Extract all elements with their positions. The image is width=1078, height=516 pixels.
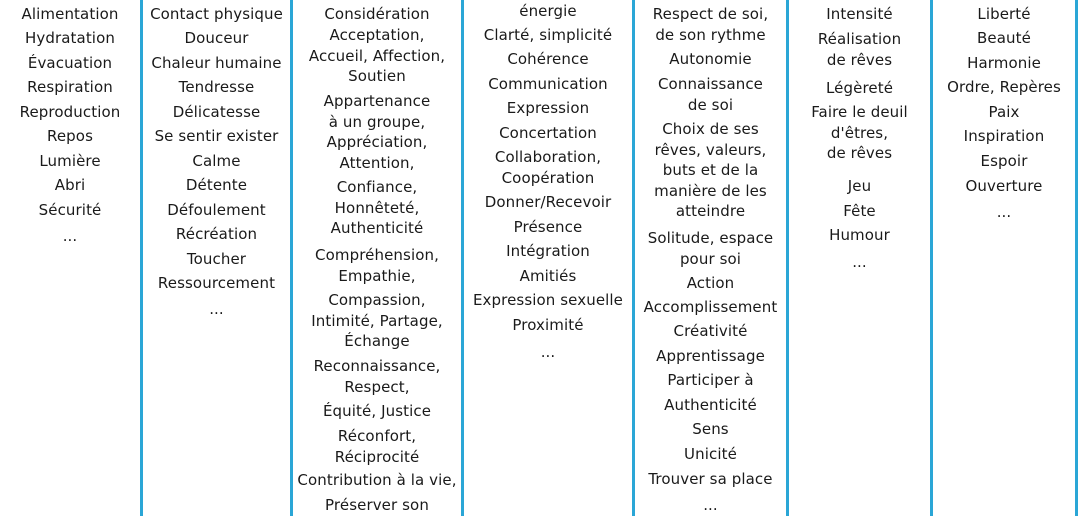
column-2	[143, 0, 290, 516]
need-item-line: Hydratation	[25, 29, 115, 47]
need-item-line: Abri	[54, 176, 86, 194]
need-item-line: Espoir	[980, 152, 1028, 170]
need-item-line: Présence	[513, 218, 583, 236]
need-item	[635, 119, 786, 222]
need-item	[464, 123, 632, 144]
need-item	[464, 1, 632, 22]
need-item-line: ...	[540, 343, 556, 361]
need-item	[293, 426, 461, 467]
need-item-line: de soi	[687, 95, 734, 114]
need-item	[143, 175, 290, 196]
need-item-line: Réconfort,	[337, 427, 417, 445]
need-item	[143, 53, 290, 74]
need-item-line: Expression sexuelle	[472, 291, 624, 309]
need-item-line: Accomplissement	[643, 298, 778, 316]
need-item-line: Intimité, Partage,	[311, 311, 443, 330]
need-item	[933, 126, 1075, 147]
need-item	[464, 266, 632, 287]
need-item-line: Échange	[344, 332, 410, 350]
column-6	[789, 0, 930, 516]
need-item-line: à un groupe,	[328, 112, 426, 131]
need-item-line: Jeu	[847, 177, 872, 195]
need-item-line: Fête	[843, 202, 876, 220]
column-7	[933, 0, 1075, 516]
need-item	[143, 77, 290, 98]
need-item-line: Cohérence	[507, 50, 589, 68]
need-item-line: Contribution à la vie,	[297, 471, 457, 489]
need-item-line: Toucher	[186, 250, 247, 268]
need-item-line: Reconnaissance,	[313, 357, 441, 375]
need-item-line: ...	[852, 253, 867, 271]
need-item	[635, 370, 786, 391]
need-item	[143, 4, 290, 25]
need-item-line: Chaleur humaine	[151, 54, 282, 72]
need-item	[143, 299, 290, 320]
need-item	[0, 126, 140, 147]
column-4	[464, 0, 632, 516]
need-item	[789, 252, 930, 273]
need-item-line: Respect de soi,	[652, 5, 769, 23]
need-item	[293, 495, 461, 516]
need-item	[933, 28, 1075, 49]
need-item-line: d'êtres,	[830, 123, 889, 142]
need-item-line: Ouverture	[965, 177, 1043, 195]
need-item	[293, 4, 461, 25]
need-item	[293, 290, 461, 352]
need-item-line: de rêves	[826, 144, 893, 162]
need-item-line: Choix de ses	[662, 120, 759, 138]
need-item	[143, 249, 290, 270]
need-item-line: Intensité	[826, 5, 893, 23]
need-item-line: Clarté, simplicité	[483, 26, 613, 44]
need-item	[0, 28, 140, 49]
need-item-line: Harmonie	[967, 54, 1041, 72]
need-item	[464, 98, 632, 119]
need-item-line: Liberté	[977, 5, 1031, 23]
need-item-line: Douceur	[184, 29, 249, 47]
need-item	[293, 91, 461, 173]
need-item	[464, 74, 632, 95]
need-item-line: Ressourcement	[157, 274, 276, 292]
need-item	[0, 77, 140, 98]
need-item-line: Action	[686, 274, 735, 292]
need-item	[464, 342, 632, 363]
need-item-line: de rêves	[826, 50, 893, 69]
need-item	[635, 495, 786, 516]
need-item	[635, 346, 786, 367]
need-item-line: Inspiration	[963, 127, 1045, 145]
need-item-line: Défoulement	[167, 201, 266, 219]
need-item-line: Unicité	[684, 445, 737, 463]
need-item	[143, 151, 290, 172]
need-item-line: Attention,	[339, 153, 415, 172]
need-item-line: Trouver sa place	[648, 470, 773, 488]
need-item-line: Authenticité	[664, 396, 757, 414]
need-item-line: Expression	[506, 99, 590, 117]
need-item-line: énergie	[519, 2, 577, 20]
column-5	[635, 0, 786, 516]
need-item	[635, 321, 786, 342]
need-item	[464, 241, 632, 262]
need-item	[464, 192, 632, 213]
need-item-line: Respect,	[344, 377, 410, 396]
need-item-line: Acceptation,	[329, 26, 425, 44]
need-item-line: Respiration	[27, 78, 113, 96]
need-item	[464, 290, 632, 311]
need-item	[933, 4, 1075, 25]
need-item	[635, 49, 786, 70]
need-item	[0, 151, 140, 172]
column-1	[0, 0, 140, 516]
need-item	[789, 78, 930, 99]
need-item	[464, 49, 632, 70]
need-item	[635, 395, 786, 416]
need-item-line: Délicatesse	[172, 103, 261, 121]
need-item-line: Récréation	[175, 225, 258, 243]
need-item	[933, 202, 1075, 223]
need-item-line: Réalisation	[817, 30, 902, 48]
need-item	[789, 201, 930, 222]
need-item	[293, 177, 461, 239]
need-item	[933, 77, 1075, 98]
need-item-line: Apprentissage	[656, 347, 765, 365]
need-item	[635, 469, 786, 490]
need-item-line: Communication	[488, 75, 608, 93]
need-item	[0, 226, 140, 247]
need-item	[635, 444, 786, 465]
need-item-line: Soutien	[348, 67, 406, 85]
need-item	[933, 176, 1075, 197]
need-item-line: Se sentir exister	[154, 127, 279, 145]
need-item-line: pour soi	[679, 249, 742, 268]
need-item	[635, 297, 786, 318]
need-item-line: Créativité	[673, 322, 748, 340]
need-item-line: Amitiés	[519, 267, 577, 285]
need-item	[933, 151, 1075, 172]
need-item-line: Repos	[47, 127, 93, 145]
need-item-line: Équité, Justice	[322, 402, 432, 420]
need-item	[293, 245, 461, 286]
need-item-line: Alimentation	[21, 5, 119, 23]
need-item-line: Sens	[692, 420, 729, 438]
need-item-line: Participer à	[667, 371, 754, 389]
need-item-line: Empathie,	[338, 266, 416, 285]
need-item-line: ...	[62, 227, 78, 245]
need-item-line: Authenticité	[330, 219, 424, 237]
need-item-line: ...	[209, 300, 224, 318]
need-item-line: Humour	[829, 226, 890, 244]
need-item	[464, 315, 632, 336]
need-item	[635, 4, 786, 45]
need-item-line: Solitude, espace	[647, 229, 774, 247]
need-item-line: Calme	[192, 152, 241, 170]
need-item	[293, 25, 461, 87]
need-item-line: Évacuation	[27, 54, 113, 72]
need-item-line: Reproduction	[19, 103, 121, 121]
need-item-line: Confiance,	[336, 178, 418, 196]
need-item-line: Appartenance	[323, 92, 431, 110]
need-item-line: Légèreté	[825, 79, 894, 97]
need-item-line: ...	[703, 496, 718, 514]
need-item	[293, 470, 461, 491]
need-item	[0, 175, 140, 196]
need-item	[464, 217, 632, 238]
need-item-line: de son rythme	[655, 25, 766, 44]
need-item	[0, 4, 140, 25]
need-item-line: Lumière	[39, 152, 101, 170]
need-item-line: Autonomie	[669, 50, 752, 68]
need-item-line: Beauté	[977, 29, 1031, 47]
need-item-line: ...	[996, 203, 1012, 221]
need-item	[464, 147, 632, 188]
need-item-line: Compréhension,	[315, 246, 439, 264]
need-item-line: Donner/Recevoir	[484, 193, 612, 211]
need-item	[789, 102, 930, 164]
need-item	[143, 28, 290, 49]
need-item-line: Paix	[988, 103, 1020, 121]
need-item-line: Connaissance	[657, 75, 764, 93]
need-item	[0, 53, 140, 74]
need-item-line: manière de les	[654, 181, 767, 200]
need-item-line: Sécurité	[38, 201, 102, 219]
need-item-line: Concertation	[499, 124, 597, 142]
need-item-line: Accueil, Affection,	[308, 46, 446, 65]
need-item-line: Honnêteté,	[334, 198, 420, 217]
need-item-line: Considération	[324, 5, 430, 23]
need-item	[789, 225, 930, 246]
need-item	[635, 74, 786, 115]
need-item-line: Réciprocité	[334, 447, 420, 466]
need-item	[293, 356, 461, 397]
need-item-line: buts et de la	[662, 161, 759, 179]
need-item-line: Collaboration,	[494, 148, 602, 166]
need-item-line: Tendresse	[178, 78, 255, 96]
need-item	[293, 401, 461, 422]
need-item	[0, 200, 140, 221]
need-item-line: Appréciation,	[326, 133, 428, 151]
need-item	[933, 102, 1075, 123]
need-item	[789, 29, 930, 70]
need-item	[635, 228, 786, 269]
need-item	[464, 25, 632, 46]
need-item	[143, 102, 290, 123]
need-item	[933, 53, 1075, 74]
need-item-line: atteindre	[675, 202, 746, 220]
need-item-line: Compassion,	[328, 291, 426, 309]
need-item	[789, 4, 930, 25]
need-item-line: Détente	[185, 176, 248, 194]
need-item-line: Contact physique	[150, 5, 283, 23]
need-item	[143, 273, 290, 294]
need-item	[143, 126, 290, 147]
need-item	[143, 224, 290, 245]
need-item	[0, 102, 140, 123]
need-item-line: Ordre, Repères	[947, 78, 1061, 96]
need-item-line: Intégration	[506, 242, 590, 260]
need-item-line: Coopération	[501, 168, 595, 187]
need-item	[789, 176, 930, 197]
need-item-line: rêves, valeurs,	[654, 140, 767, 159]
need-item	[635, 273, 786, 294]
need-item-line: Préserver son	[325, 496, 429, 514]
need-item	[635, 419, 786, 440]
column-3	[293, 0, 461, 516]
need-item	[143, 200, 290, 221]
need-item-line: Proximité	[512, 316, 584, 334]
need-item-line: Faire le deuil	[811, 103, 908, 121]
